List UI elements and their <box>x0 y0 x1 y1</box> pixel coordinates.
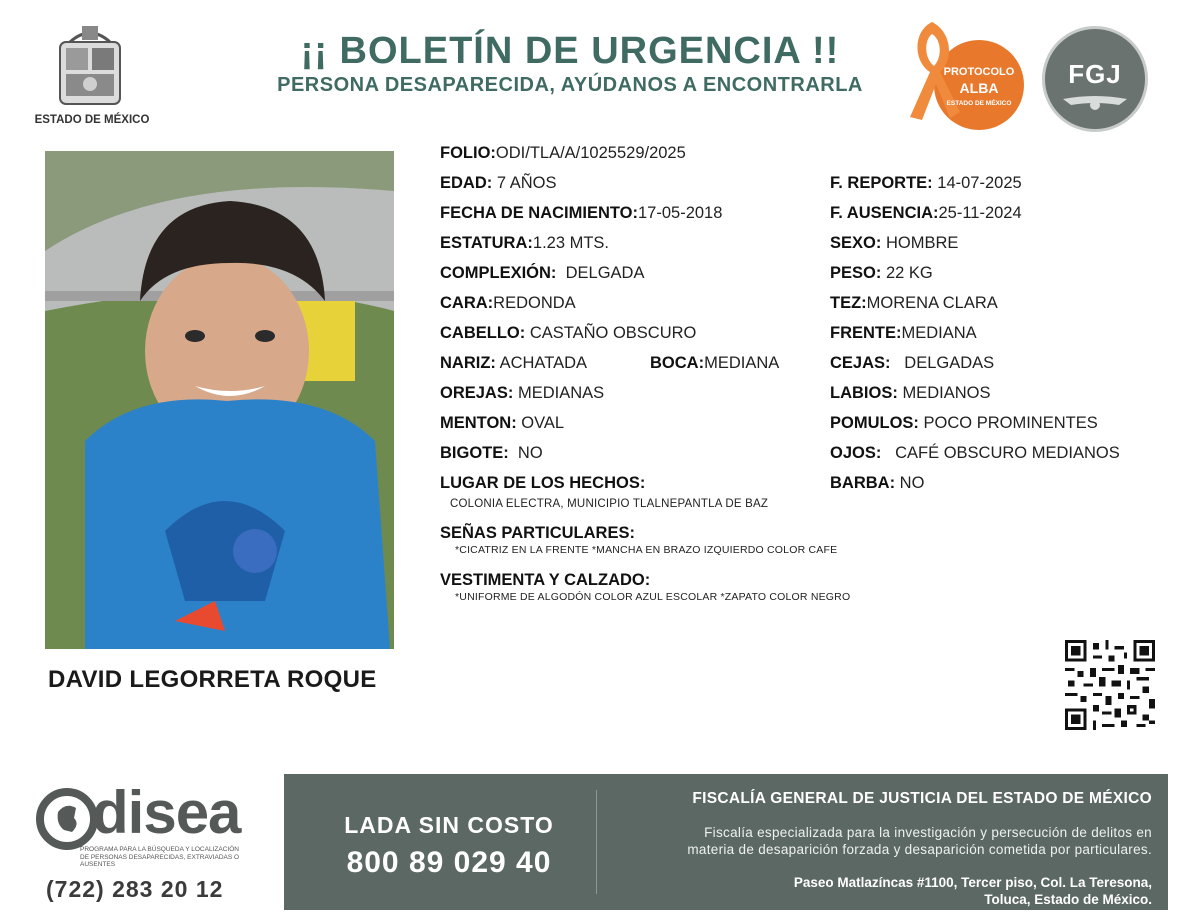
senas-label: SEÑAS PARTICULARES: <box>440 524 635 542</box>
person-name: DAVID LEGORRETA ROQUE <box>48 666 377 693</box>
fecha-reporte-field: F. REPORTE: 14-07-2025 <box>830 174 1022 192</box>
nariz-field: NARIZ: ACHATADA <box>440 354 587 372</box>
pomulos-field: POMULOS: POCO PROMINENTES <box>830 414 1098 432</box>
boca-field: BOCA:MEDIANA <box>650 354 780 372</box>
state-label: ESTADO DE MÉXICO <box>34 114 150 126</box>
odisea-phone: (722) 283 20 12 <box>46 876 224 902</box>
barba-field: BARBA: NO <box>830 474 925 492</box>
cejas-field: CEJAS: DELGADAS <box>830 354 995 372</box>
fge-description: Fiscalía especializada para la investigación y persecución de delitos en materia de desaparición forzada y desaparición cometida por particulares. <box>687 825 1152 857</box>
complexion-field: COMPLEXIÓN: DELGADA <box>440 264 645 282</box>
lada-label: LADA SIN COSTO <box>344 812 554 838</box>
tez-field: TEZ:MORENA CLARA <box>830 294 998 312</box>
estatura-field: ESTATURA:1.23 MTS. <box>440 234 610 252</box>
labios-field: LABIOS: MEDIANOS <box>830 384 991 402</box>
lada-number: 800 89 029 40 <box>346 846 552 879</box>
qr-code[interactable] <box>1064 640 1156 730</box>
frente-field: FRENTE:MEDIANA <box>830 324 977 342</box>
footer-divider <box>596 790 597 894</box>
vestimenta-value: *UNIFORME DE ALGODÓN COLOR AZUL ESCOLAR *ZAPATO COLOR NEGRO <box>455 591 851 603</box>
bulletin-title: ¡¡ BOLETÍN DE URGENCIA !! <box>300 30 840 72</box>
fecha-nacimiento-field: FECHA DE NACIMIENTO:17-05-2018 <box>440 204 723 222</box>
fgj-logo: FGJ <box>1042 26 1148 132</box>
protocolo-alba-logo: PROTOCOLO ALBA ESTADO DE MÉXICO <box>902 22 1032 132</box>
odisea-logo: disea PROGRAMA PARA LA BÚSQUEDA Y LOCALIZACIÓN DE PERSONAS DESAPARECIDAS, EXTRAVIADAS O AUSENTES <box>36 788 276 868</box>
bulletin-subtitle: PERSONA DESAPARECIDA, AYÚDANOS A ENCONTRARLA <box>277 74 863 96</box>
cabello-field: CABELLO: CASTAÑO OBSCURO <box>440 324 697 342</box>
menton-field: MENTON: OVAL <box>440 414 565 432</box>
fecha-ausencia-field: F. AUSENCIA:25-11-2024 <box>830 204 1022 222</box>
cara-field: CARA:REDONDA <box>440 294 576 312</box>
lugar-value: COLONIA ELECTRA, MUNICIPIO TLALNEPANTLA DE BAZ <box>450 498 769 510</box>
orejas-field: OREJAS: MEDIANAS <box>440 384 605 402</box>
ojos-field: OJOS: CAFÉ OBSCURO MEDIANOS <box>830 444 1120 462</box>
peso-field: PESO: 22 KG <box>830 264 933 282</box>
senas-value: *CICATRIZ EN LA FRENTE *MANCHA EN BRAZO IZQUIERDO COLOR CAFE <box>455 544 838 556</box>
fge-title: FISCALÍA GENERAL DE JUSTICIA DEL ESTADO DE MÉXICO <box>692 790 1152 807</box>
edad-field: EDAD: 7 AÑOS <box>440 174 557 192</box>
sexo-field: SEXO: HOMBRE <box>830 234 959 252</box>
folio-field: FOLIO:ODI/TLA/A/1025529/2025 <box>440 144 686 162</box>
bigote-field: BIGOTE: NO <box>440 444 543 462</box>
missing-person-photo <box>45 151 394 649</box>
fge-address: Paseo Matlazíncas #1100, Tercer piso, Col. La Teresona, Toluca, Estado de México. <box>793 875 1152 907</box>
estado-de-mexico-shield-logo <box>52 22 128 108</box>
lugar-label: LUGAR DE LOS HECHOS: <box>440 474 646 492</box>
vestimenta-label: VESTIMENTA Y CALZADO: <box>440 571 651 589</box>
